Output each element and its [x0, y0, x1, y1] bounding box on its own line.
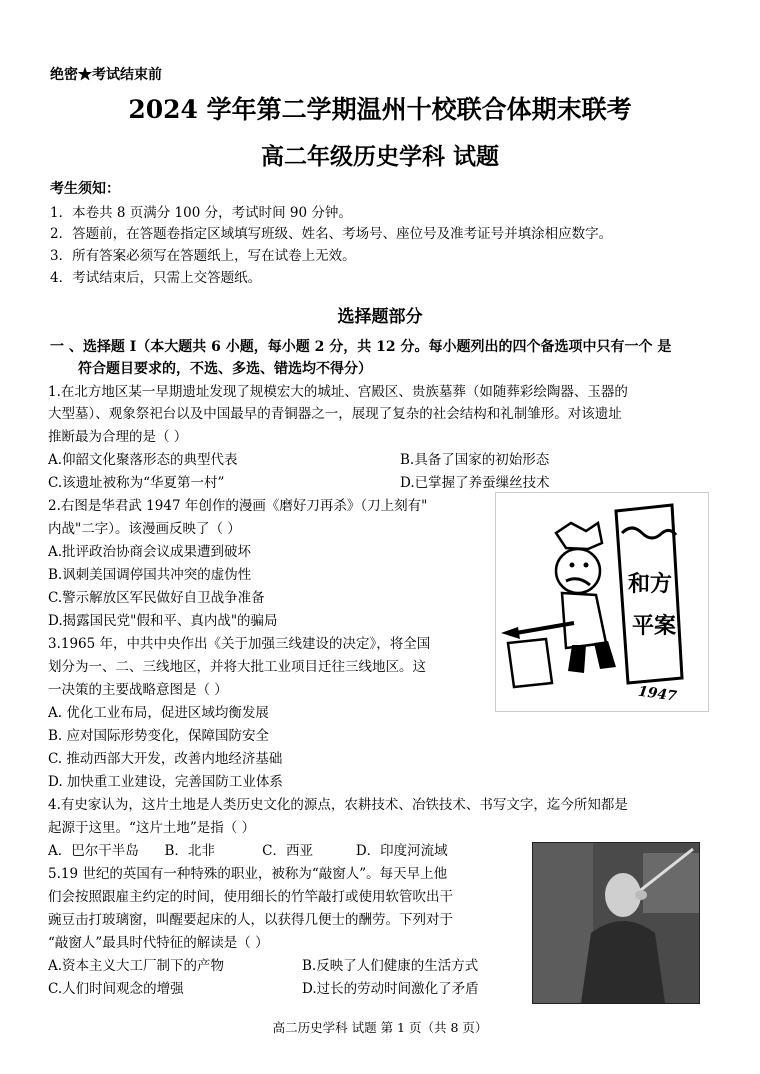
q3-stem-line: 划分为一、二、三线地区，并将大批工业项目迁往三线地区。这	[48, 659, 426, 675]
q2-option-c: C.警示解放区军民做好自卫战争准备	[48, 590, 265, 606]
q5-stem-line: 们会按照跟雇主约定的时间，使用细长的竹竿敲打或使用软管吹出干	[48, 889, 453, 905]
q2-option-b: B.讽刺美国调停国共冲突的虚伪性	[48, 567, 252, 583]
page-footer: 高二历史学科 试题 第 1 页（共 8 页）	[272, 1020, 488, 1035]
q2-option-a: A.批评政治协商会议成果遭到破坏	[48, 544, 252, 560]
cartoon-sign-text2: 平案	[632, 613, 677, 639]
exam-subtitle: 高二年级历史学科 试题	[260, 143, 499, 170]
q5-stem-line: 豌豆击打玻璃窗，叫醒要起床的人，以获得几便士的酬劳。下列对于	[48, 912, 453, 928]
q5-option-a: A.资本主义大工厂制下的产物	[48, 958, 225, 974]
cartoon-year: 1947	[636, 683, 678, 705]
q2-stem-line: 内战"二字）。该漫画反映了（ ）	[48, 521, 241, 537]
q2-stem-line: 2.右图是华君武 1947 年创作的漫画《磨好刀再杀》（刀上刻有"	[48, 498, 428, 514]
part-instructions-line1: 一 、选择题 I（本大题共 6 小题，每小题 2 分，共 12 分。每小题列出的四个备选项中只有一个 是	[50, 339, 672, 355]
q1-stem-line: 推断最为合理的是（ ）	[48, 429, 188, 445]
note-item: 3．所有答案必须写在答题纸上，写在试卷上无效。	[50, 248, 356, 264]
part-instructions-line2: 符合题目要求的，不选、多选、错选均不得分）	[78, 361, 372, 377]
q5-stem-line: “敲窗人”最具时代特征的解读是（ ）	[48, 935, 269, 951]
confidential-label: 绝密★考试结束前	[50, 67, 162, 83]
note-item: 4．考试结束后，只需上交答题纸。	[50, 270, 262, 286]
q5-option-b: B.反映了人们健康的生活方式	[302, 958, 479, 974]
q4-stem-line: 起源于这里。“这片土地”是指（ ）	[48, 820, 256, 836]
notes-heading: 考生须知：	[50, 181, 120, 197]
cartoon-sign-text1: 和方	[628, 571, 673, 597]
section-title: 选择题部分	[337, 307, 423, 327]
exam-title: 2024 学年第二学期温州十校联合体期末联考	[128, 95, 632, 124]
part-instructions	[50, 336, 720, 380]
q1-option-b: B.具备了国家的初始形态	[400, 452, 550, 468]
q5-option-d: D.过长的劳动时间激化了矛盾	[302, 981, 479, 997]
q5-stem-line: 5.19 世纪的英国有一种特殊的职业，被称为“敲窗人”。每天早上他	[48, 866, 448, 882]
q4-options: A．巴尔干半岛 B．北非 C．西亚 D．印度河流域	[48, 843, 448, 859]
q3-option-a: A. 优化工业布局，促进区域均衡发展	[48, 705, 269, 721]
q1-option-a: A.仰韶文化聚落形态的典型代表	[48, 452, 238, 468]
q3-option-b: B. 应对国际形势变化，保障国防安全	[48, 728, 270, 744]
cartoon-image	[495, 492, 709, 712]
q3-stem-line: 3.1965 年，中共中央作出《关于加强三线建设的决定》，将全国	[48, 636, 431, 652]
q1-stem-line: 大型墓）、观象祭祀台以及中国最早的青铜器之一，展现了复杂的社会结构和礼制雏形。对该遗址	[48, 406, 622, 422]
q5-option-c: C.人们时间观念的增强	[48, 981, 184, 997]
q3-option-d: D. 加快重工业建设，完善国防工业体系	[48, 774, 283, 790]
q1-option-d: D.已掌握了养蚕缫丝技术	[400, 475, 550, 491]
q3-stem-line: 一决策的主要战略意图是（ ）	[48, 682, 228, 698]
q1-stem-line: 1.在北方地区某一早期遗址发现了规模宏大的城址、宫殿区、贵族墓葬（如随葬彩绘陶器、玉器的	[48, 384, 628, 400]
note-item: 1．本卷共 8 页满分 100 分，考试时间 90 分钟。	[50, 205, 352, 221]
q4-stem-line: 4.有史家认为，这片土地是人类历史文化的源点，农耕技术、冶铁技术、书写文字，迄今所知都是	[48, 797, 628, 813]
note-item: 2．答题前，在答题卷指定区域填写班级、姓名、考场号、座位号及准考证号并填涂相应数字。	[50, 226, 613, 242]
q2-option-d: D.揭露国民党"假和平、真内战"的骗局	[48, 613, 278, 629]
knocker-up-photo	[532, 842, 700, 1004]
q1-option-c: C.该遗址被称为“华夏第一村”	[48, 475, 225, 491]
q3-option-c: C. 推动西部大开发，改善内地经济基础	[48, 751, 283, 767]
